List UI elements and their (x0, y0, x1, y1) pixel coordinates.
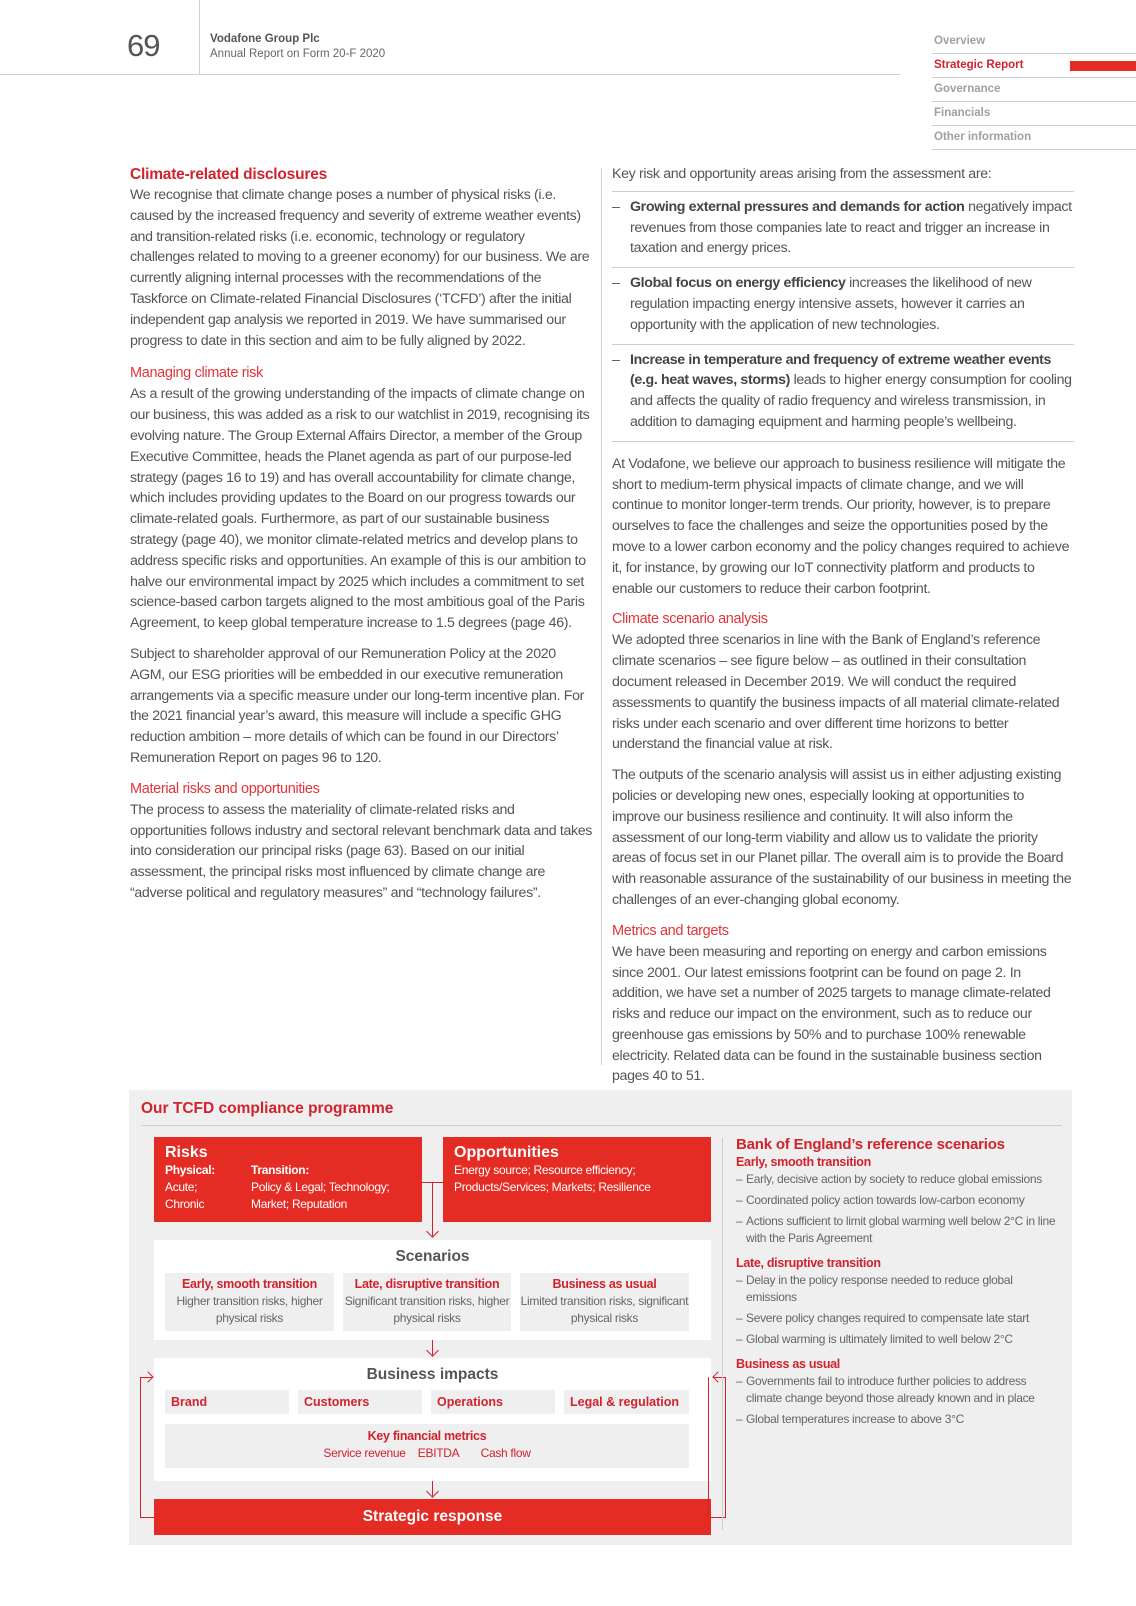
nav-label: Governance (934, 83, 1001, 95)
nav-label: Financials (934, 107, 991, 119)
key-areas-intro: Key risk and opportunity areas arising from the assessment are: (612, 166, 992, 182)
bullet-text: negatively impact revenues from those companies late to react and trigger an increase in taxation and energy prices. (630, 198, 1072, 257)
nav-item-governance[interactable] (932, 78, 1136, 102)
nav-item-strategic-report[interactable] (932, 54, 1136, 78)
feedback-line-right (708, 1377, 709, 1517)
scenario-cell (343, 1273, 511, 1331)
feedback-line-left (140, 1377, 141, 1517)
scenario-cell (520, 1273, 689, 1331)
scenario-title: Business as usual (552, 1277, 657, 1291)
boe-divider (722, 1138, 723, 1530)
business-impacts-panel (154, 1358, 711, 1481)
nav-item-financials[interactable] (932, 102, 1136, 126)
physical-label: Physical: (165, 1163, 215, 1177)
scenarios-panel (154, 1240, 711, 1340)
strategic-response-label: Strategic response (362, 1508, 503, 1525)
active-indicator (1070, 61, 1136, 71)
boe-group-title: Business as usual (736, 1357, 840, 1371)
scenario-desc: Higher transition risks, higher physical risks (176, 1294, 323, 1325)
scenario-title: Early, smooth transition (182, 1277, 317, 1291)
arrow-right-icon (142, 1371, 153, 1382)
boe-group-title: Late, disruptive transition (736, 1256, 881, 1270)
material-paragraph: The process to assess the materiality of climate-related risks and opportunities follows industry and sectoral relevant benchmark data and takes into consideration our principal risks (page 63). Based on our initial assessment, the principal risks most influenced by climate change are “adverse political and regulatory measures” and “technology failures”. (130, 801, 593, 901)
boe-item: – Governments fail to introduce further policies to address climate change beyond those already known and in place (736, 1373, 1061, 1407)
resilience-paragraph: At Vodafone, we believe our approach to business resilience will mitigate the short to medium-term physical impacts of climate change, and we will continue to monitor longer-term trends. Our priority, however, is to prepare ourselves to face the challenges and seize the opportunities posed by the move to a lower carbon economy and the policy changes required to achieve it, for instance, by growing our IoT connectivity platform and products to enable our customers to reduce their carbon footprint. (612, 455, 1070, 597)
column-divider (601, 168, 602, 1065)
boe-item: – Delay in the policy response needed to reduce global emissions (736, 1272, 1061, 1306)
boe-item: – Coordinated policy action towards low-carbon economy (736, 1192, 1061, 1209)
boe-item: – Early, decisive action by society to reduce global emissions (736, 1171, 1061, 1188)
dash-bullet: – (612, 351, 620, 368)
dash-bullet: – (612, 275, 620, 292)
metric-service-revenue: Service revenue (323, 1446, 406, 1460)
impact-brand: Brand (165, 1390, 289, 1414)
transition-item: Market; Reputation (251, 1197, 347, 1211)
boe-title: Bank of England’s reference scenarios (736, 1136, 1005, 1153)
opportunities-title: Opportunities (454, 1144, 559, 1161)
boe-item: – Severe policy changes required to compensate late start (736, 1310, 1061, 1327)
boe-group (736, 1255, 1061, 1348)
feedback-line-left (140, 1517, 154, 1518)
strategic-response-box (154, 1499, 711, 1535)
bullet-bold: Increase in temperature and frequency of extreme weather events (e.g. heat waves, storms) (630, 351, 1052, 389)
nav-item-other-information[interactable] (932, 126, 1136, 150)
nav-label: Overview (934, 35, 986, 47)
arrow-down-icon (426, 1344, 439, 1357)
section-title: Climate-related disclosures (130, 166, 328, 183)
scenarios-title: Scenarios (395, 1248, 470, 1265)
physical-item: Acute; (165, 1180, 198, 1194)
scenario-heading: Climate scenario analysis (612, 611, 768, 628)
bullet-text: increases the likelihood of new regulation impacting energy intensive assets, however it carries an opportunity with the application of new technologies. (630, 275, 1032, 333)
report-title: Annual Report on Form 20-F 2020 (210, 48, 386, 60)
boe-item: – Actions sufficient to limit global warming well below 2°C in line with the Paris Agreement (736, 1213, 1061, 1247)
business-impacts-title: Business impacts (366, 1366, 499, 1383)
boe-item: – Global temperatures increase to above 3°C (736, 1411, 1061, 1428)
metric-cash-flow: Cash flow (480, 1446, 531, 1460)
arrow-down-icon (426, 1485, 439, 1498)
scenario-desc: Significant transition risks, higher physical risks (344, 1294, 510, 1325)
feedback-line-right (725, 1377, 726, 1518)
scenario-desc: Limited transition risks, significant physical risks (520, 1294, 689, 1325)
boe-group-title: Early, smooth transition (736, 1155, 871, 1169)
material-heading: Material risks and opportunities (130, 780, 320, 797)
arrow-down-icon (426, 1225, 439, 1238)
right-column (612, 164, 1074, 1097)
metric-ebitda: EBITDA (417, 1446, 460, 1460)
page-number: 69 (127, 28, 160, 63)
physical-item: Chronic (165, 1197, 205, 1211)
impact-customers: Customers (298, 1390, 422, 1414)
key-financial-metrics (165, 1424, 689, 1468)
metrics-list (165, 1445, 689, 1462)
company-name: Vodafone Group Plc (210, 33, 320, 45)
impact-operations: Operations (431, 1390, 555, 1414)
header-divider (199, 0, 200, 74)
metrics-title: Key financial metrics (367, 1429, 487, 1443)
boe-group (736, 1356, 1061, 1428)
key-areas-list (612, 191, 1074, 442)
list-item (612, 192, 1074, 268)
opportunity-line: Energy source; Resource efficiency; (454, 1163, 636, 1177)
boe-group (736, 1154, 1061, 1247)
section-nav (932, 30, 1136, 150)
transition-item: Policy & Legal; Technology; (251, 1180, 390, 1194)
dash-bullet: – (612, 198, 620, 215)
opportunity-line: Products/Services; Markets; Resilience (454, 1180, 651, 1194)
impact-legal-regulation: Legal & regulation (564, 1390, 689, 1414)
scenario-title: Late, disruptive transition (354, 1277, 500, 1291)
metrics-heading: Metrics and targets (612, 922, 729, 939)
managing-paragraph-1: As a result of the growing understanding of the impacts of climate change on our business, this was added as a risk to our watchlist in 2019, recognising its evolving nature. The Group External Affairs Director, a member of the Group Executive Committee, heads the Planet agenda as part of our purpose-led strategy (pages 16 to 19) and has overall accountability for climate change, which includes providing updates to the Board on our progress towards our climate-related goals. Furthermore, as part of our sustainable business strategy (page 40), we monitor climate-related metrics and develop plans to address specific risks and opportunities. An example of this is our ambition to halve our environmental impact by 2025 which includes a commitment to set science-based carbon targets aligned to the most ambitious goal of the Paris Agreement, to keep global temperature increase to 1.5 degrees (page 46). (130, 386, 590, 632)
metrics-paragraph: We have been measuring and reporting on energy and carbon emissions since 2001. Our latest emissions footprint can be found on page 2. In addition, we have set a number of 2025 targets to manage climate-related risks and reduce our impact on the environment, such as to reduce our greenhouse gas emissions by 50% and to purchase 100% renewable electricity. Related data can be found in the sustainable business section pages 40 to 51. (612, 943, 1051, 1085)
bullet-text: leads to higher energy consumption for cooling and affects the quality of radio frequency and wireless transmission, in addition to damaging equipment and harming people’s wellbeing. (630, 372, 1072, 430)
scenario-cell (165, 1273, 334, 1331)
nav-label: Strategic Report (934, 59, 1024, 71)
boe-scenarios (736, 1135, 1061, 1436)
managing-paragraph-2: Subject to shareholder approval of our Remuneration Policy at the 2020 AGM, our ESG priorities will be embedded in our executive remuneration arrangements via a specific measure under our long-term incentive plan. For the 2021 financial year’s award, this measure will include a specific GHG reduction ambition – more details of which can be found in our Directors’ Remuneration Report on pages 96 to 120. (130, 645, 584, 766)
diagram-rule (141, 1125, 1062, 1126)
list-item (612, 345, 1074, 442)
bullet-bold: Growing external pressures and demands for action (630, 198, 965, 215)
bullet-bold: Global focus on energy efficiency (630, 275, 846, 292)
risks-title: Risks (165, 1144, 208, 1161)
boe-item: – Global warming is ultimately limited to well below 2°C (736, 1331, 1061, 1348)
left-column (130, 164, 592, 914)
scenario-paragraph-1: We adopted three scenarios in line with the Bank of England’s reference climate scenarios – see figure below – as outlined in their consultation document released in December 2019. We will conduct the required assessments to quantify the business impacts of all material climate-related risks under each scenario and over different time horizons to better understand the financial value at risk. (612, 632, 1060, 753)
intro-paragraph: We recognise that climate change poses a number of physical risks (i.e. caused by the increased frequency and severity of extreme weather events) and transition-related risks (i.e. economic, technology or regulatory challenges related to moving to a greener economy) for our business. We are currently aligning internal processes with the recommendations of the Taskforce on Climate-related Financial Disclosures (‘TCFD’) after the initial independent gap analysis we reported in 2019. We have summarised our progress to date in this section and aim to be fully aligned by 2022. (130, 187, 590, 349)
opportunities-box (443, 1137, 711, 1222)
scenario-paragraph-2: The outputs of the scenario analysis will assist us in either adjusting existing policies or developing new ones, especially looking at opportunities to improve our business resilience and continuity. It will also inform the assessment of our long-term viability and allow us to validate the priority areas of focus set in our Planet pillar. The overall aim is to provide the Board with reasonable assurance of the sustainability of our business in meeting the challenges of an ever-changing global economy. (612, 767, 1072, 908)
list-item (612, 268, 1074, 344)
tcfd-diagram (129, 1090, 1072, 1545)
nav-item-overview[interactable] (932, 30, 1136, 54)
risks-box (154, 1137, 422, 1222)
managing-heading: Managing climate risk (130, 365, 263, 382)
transition-label: Transition: (251, 1163, 310, 1177)
nav-label: Other information (934, 131, 1032, 143)
header-rule (0, 74, 900, 75)
diagram-title: Our TCFD compliance programme (141, 1100, 394, 1117)
